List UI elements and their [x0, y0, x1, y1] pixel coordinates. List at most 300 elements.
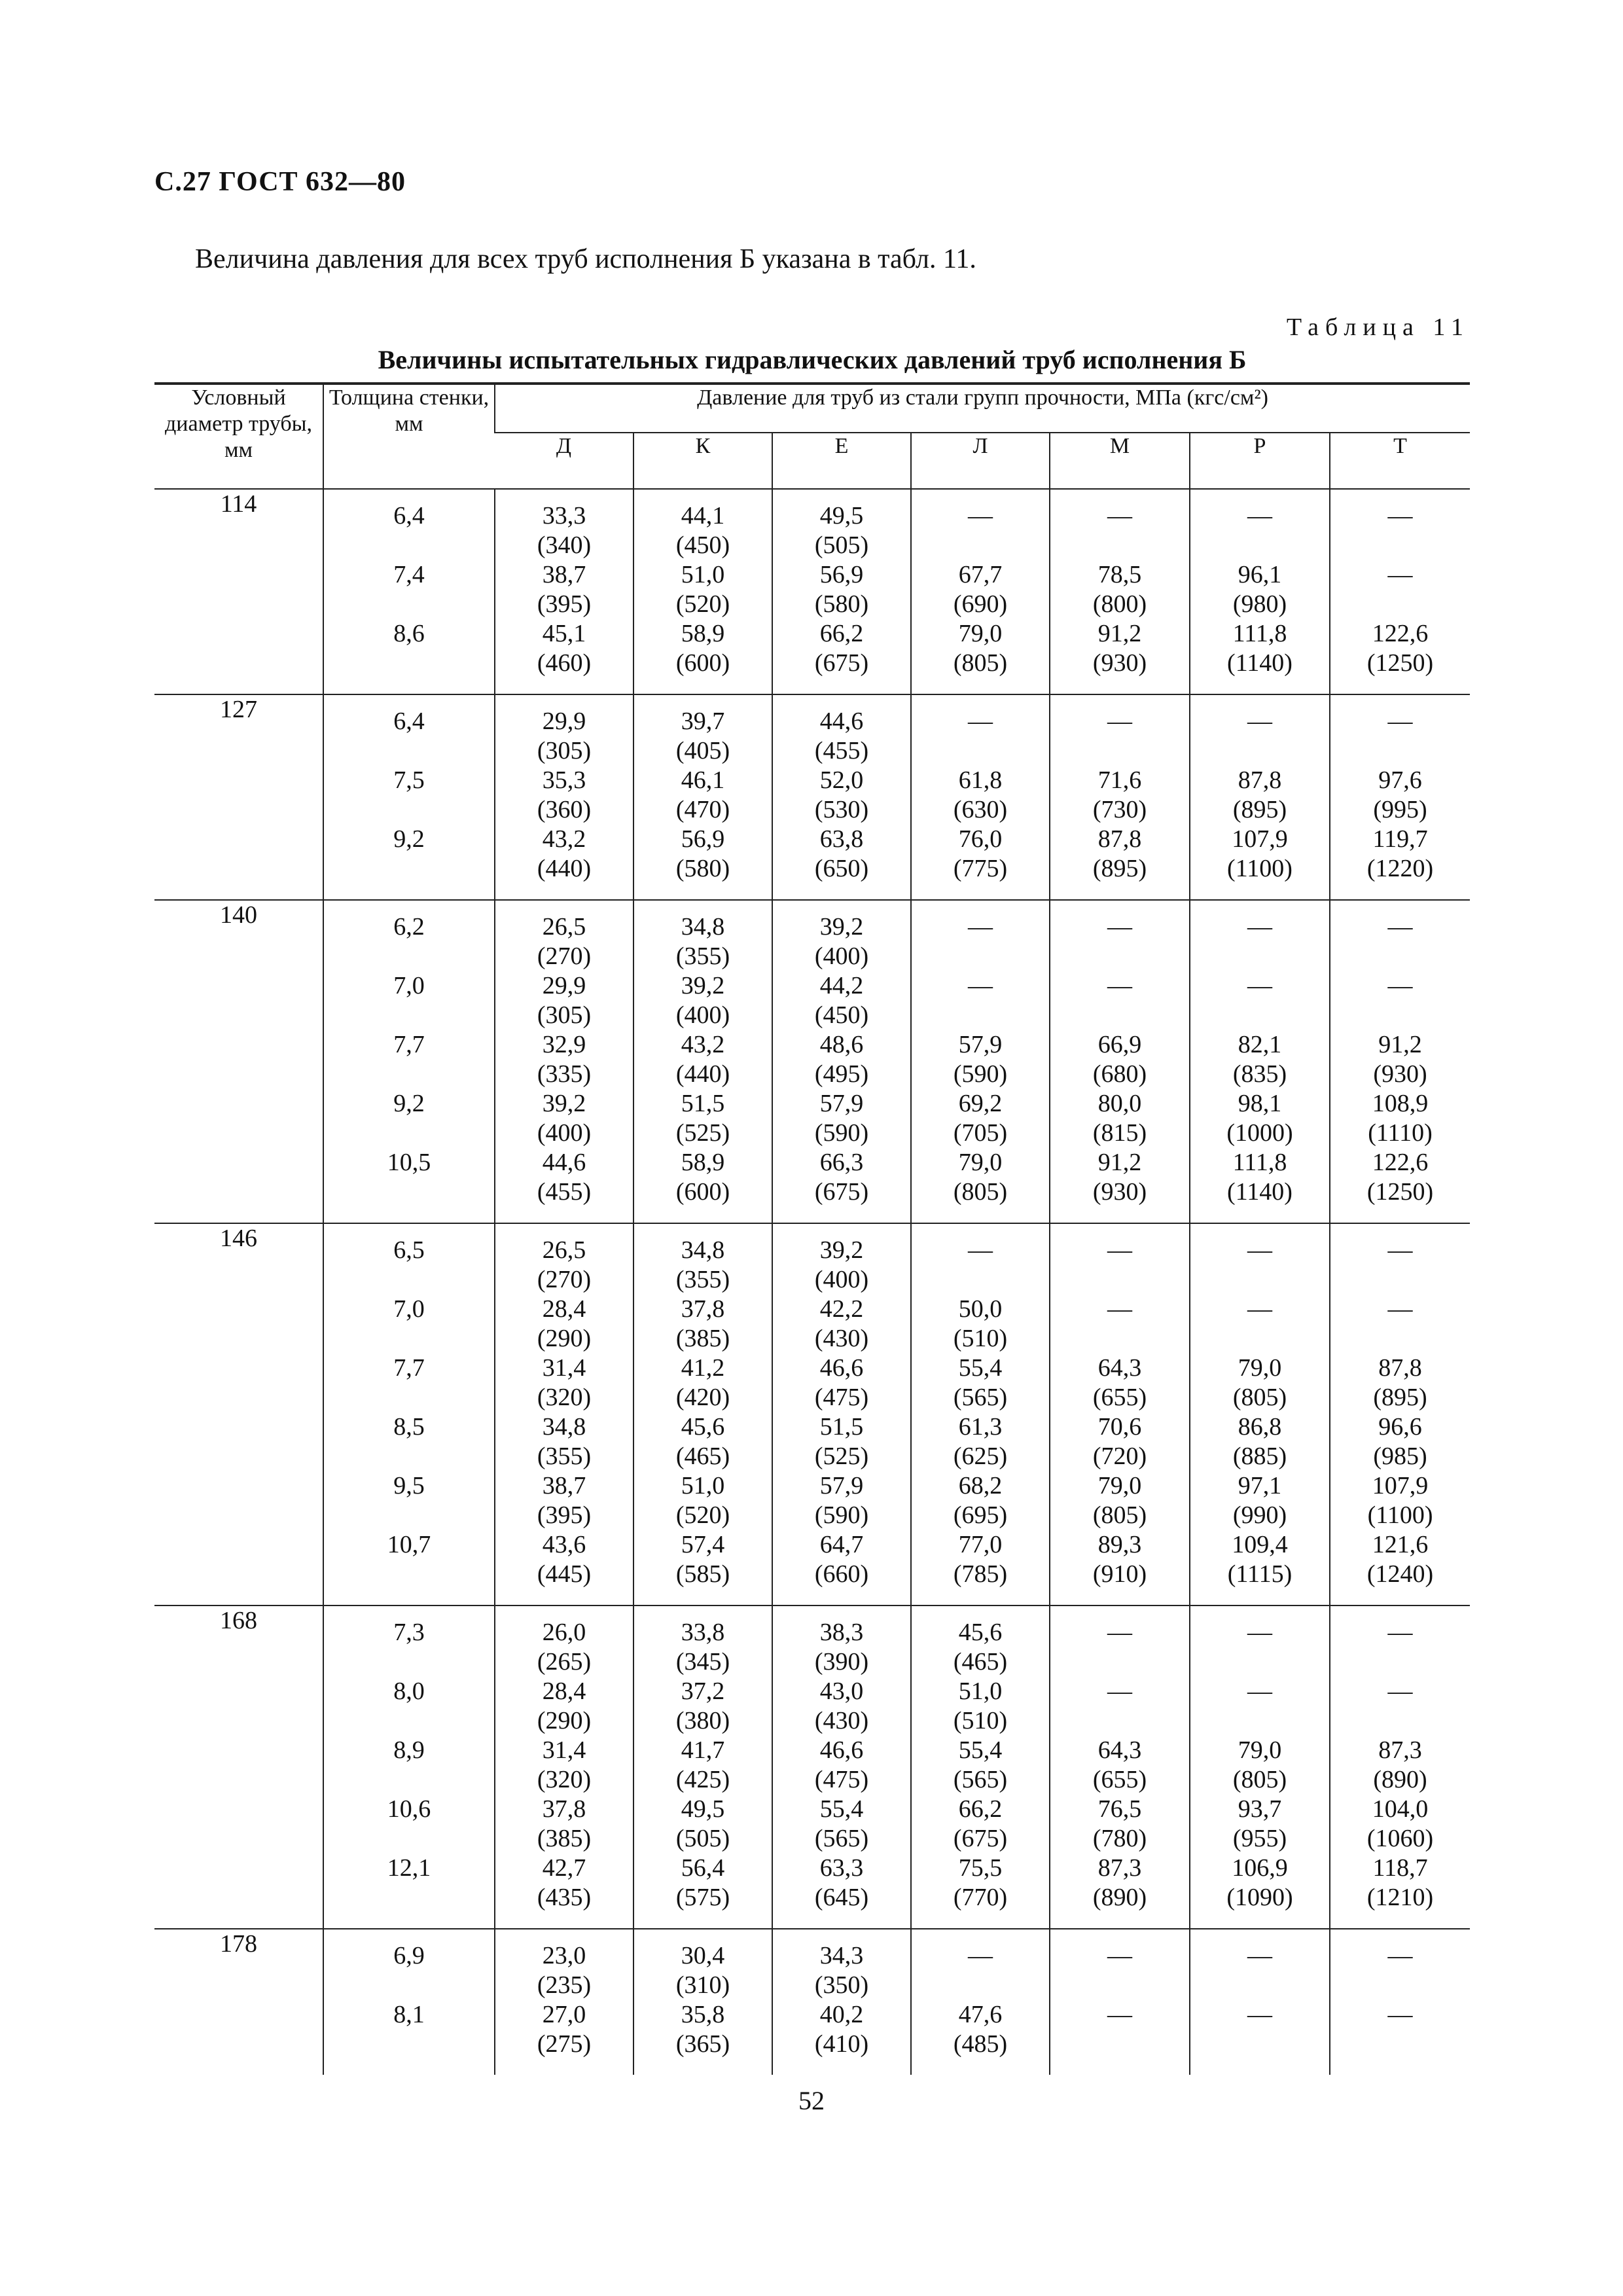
page-header: С.27 ГОСТ 632—80	[154, 167, 406, 197]
pressure-mpa: —	[1107, 708, 1132, 735]
pressure-mpa: 45,1	[542, 620, 586, 647]
pressure-kgf: (895)	[1373, 1384, 1427, 1411]
pressure-kgf	[1330, 1971, 1470, 2000]
pressure-mpa: 111,8	[1232, 1149, 1287, 1176]
pressure-cell	[1050, 694, 1190, 900]
diameter-cell: 127	[154, 694, 323, 900]
pressure-kgf: (520)	[675, 590, 730, 618]
pressure-kgf: (505)	[814, 531, 869, 559]
table-label: Таблица 11	[1286, 314, 1470, 341]
pressure-cell	[911, 900, 1050, 1223]
pressure-mpa: 80,0	[1097, 1090, 1142, 1117]
pressure-cell	[495, 694, 633, 900]
pressure-mpa: 66,9	[1097, 1031, 1142, 1058]
pressure-mpa: 107,9	[1372, 1472, 1429, 1499]
pressure-kgf: (1220)	[1366, 855, 1434, 882]
pressure-kgf: (995)	[1373, 796, 1427, 823]
pressure-kgf: (885)	[1232, 1443, 1287, 1470]
pressure-mpa: 26,5	[542, 913, 586, 941]
pressure-kgf	[1050, 942, 1189, 971]
pressure-mpa: —	[1247, 1295, 1272, 1323]
pressure-mpa: 58,9	[681, 620, 725, 647]
pressure-kgf: (980)	[1232, 590, 1287, 618]
pressure-mpa: 104,0	[1372, 1795, 1429, 1823]
pressure-kgf: (455)	[537, 1178, 592, 1206]
pressure-mpa: —	[1387, 561, 1413, 588]
pressure-mpa: 32,9	[542, 1031, 586, 1058]
pressure-mpa: 98,1	[1238, 1090, 1282, 1117]
pressure-cell	[772, 1223, 911, 1605]
pressure-mpa: 29,9	[542, 708, 586, 735]
pressure-cell	[633, 694, 772, 900]
pressure-mpa: 44,6	[819, 708, 864, 735]
diameter-cell: 140	[154, 900, 323, 1223]
pressure-cell	[1190, 489, 1330, 694]
pressure-kgf	[1190, 1001, 1329, 1030]
pressure-mpa: 51,0	[681, 561, 725, 588]
pressure-cell	[772, 694, 911, 900]
pressure-kgf	[1190, 2030, 1329, 2059]
pressure-kgf: (705)	[953, 1119, 1008, 1147]
pressure-mpa: 66,2	[819, 620, 864, 647]
pressure-mpa: 33,8	[681, 1619, 725, 1646]
pressure-kgf: (355)	[675, 1266, 730, 1293]
pressure-cell	[772, 1605, 911, 1929]
thickness-value: 6,4	[393, 708, 425, 735]
pressure-kgf: (675)	[953, 1825, 1008, 1852]
pressure-mpa: 39,7	[681, 708, 725, 735]
pressure-kgf: (650)	[814, 855, 869, 882]
pressure-kgf: (265)	[537, 1648, 592, 1676]
pressure-kgf: (580)	[675, 855, 730, 882]
thickness-value: 10,5	[387, 1149, 431, 1176]
pressure-mpa: 122,6	[1372, 620, 1429, 647]
pressure-mpa: 31,4	[542, 1736, 586, 1764]
thickness-value: 9,2	[393, 825, 425, 853]
pressure-mpa: 29,9	[542, 972, 586, 999]
pressure-mpa: 91,2	[1097, 1149, 1142, 1176]
pressure-mpa: 51,5	[681, 1090, 725, 1117]
pressure-mpa: 70,6	[1097, 1413, 1142, 1441]
table-row	[154, 489, 1470, 694]
pressure-kgf: (805)	[1232, 1766, 1287, 1793]
pressure-mpa: —	[1247, 1677, 1272, 1705]
thickness-value: 6,9	[393, 1942, 425, 1969]
pressure-mpa: —	[1247, 502, 1272, 529]
pressure-kgf: (590)	[814, 1501, 869, 1529]
pressure-kgf	[1330, 1706, 1470, 1736]
pressure-kgf: (890)	[1092, 1884, 1147, 1911]
pressure-mpa: 35,3	[542, 766, 586, 794]
thickness-cell	[323, 900, 495, 1223]
pressure-mpa: 34,8	[681, 1236, 725, 1264]
pressure-mpa: 52,0	[819, 766, 864, 794]
pressure-mpa: 76,0	[958, 825, 1003, 853]
pressure-kgf: (655)	[1092, 1384, 1147, 1411]
pressure-kgf	[1330, 590, 1470, 619]
pressure-mpa: 49,5	[819, 502, 864, 529]
pressure-mpa: 97,6	[1378, 766, 1422, 794]
pressure-mpa: —	[1247, 1942, 1272, 1969]
pressure-kgf: (720)	[1092, 1443, 1147, 1470]
pressure-kgf: (435)	[537, 1884, 592, 1911]
pressure-kgf: (400)	[675, 1001, 730, 1029]
pressure-mpa: 66,2	[958, 1795, 1003, 1823]
thickness-value: 10,6	[387, 1795, 431, 1823]
pressure-cell	[633, 900, 772, 1223]
diameter-cell: 114	[154, 489, 323, 694]
pressure-cell	[1330, 900, 1470, 1223]
pressure-mpa: 64,3	[1097, 1736, 1142, 1764]
diameter-cell: 146	[154, 1223, 323, 1605]
pressure-kgf: (355)	[675, 942, 730, 970]
pressure-kgf: (290)	[537, 1707, 592, 1734]
thickness-value: 8,0	[393, 1677, 425, 1705]
pressure-mpa: 77,0	[958, 1531, 1003, 1558]
pressure-mpa: 46,6	[819, 1736, 864, 1764]
pressure-mpa: —	[1247, 1619, 1272, 1646]
pressure-kgf: (475)	[814, 1384, 869, 1411]
pressure-mpa: —	[968, 972, 993, 999]
pressure-mpa: 87,8	[1378, 1354, 1422, 1382]
pressure-kgf: (580)	[814, 590, 869, 618]
pressure-mpa: 56,4	[681, 1854, 725, 1882]
pressure-kgf: (565)	[814, 1825, 869, 1852]
pressure-mpa: —	[1387, 708, 1413, 735]
pressure-table-wrapper	[154, 382, 1470, 2075]
table-title: Величины испытательных гидравлических давлений труб исполнения Б	[378, 345, 1247, 374]
pressure-kgf: (395)	[537, 1501, 592, 1529]
grade-header: М	[1050, 433, 1190, 489]
pressure-mpa: 37,8	[681, 1295, 725, 1323]
pressure-mpa: —	[1107, 913, 1132, 941]
grade-header: Д	[495, 433, 633, 489]
pressure-mpa: 39,2	[819, 1236, 864, 1264]
pressure-kgf	[1190, 736, 1329, 766]
pressure-kgf: (385)	[675, 1325, 730, 1352]
pressure-kgf	[1050, 736, 1189, 766]
pressure-mpa: —	[1107, 1942, 1132, 1969]
pressure-kgf: (510)	[953, 1707, 1008, 1734]
pressure-kgf: (355)	[537, 1443, 592, 1470]
pressure-mpa: —	[968, 913, 993, 941]
thickness-value: 6,4	[393, 502, 425, 529]
pressure-kgf	[1050, 531, 1189, 560]
pressure-mpa: 91,2	[1097, 620, 1142, 647]
pressure-mpa: 64,7	[819, 1531, 864, 1558]
column-header-thickness: Толщина стенки, мм	[323, 384, 495, 489]
pressure-mpa: 50,0	[958, 1295, 1003, 1323]
pressure-mpa: 45,6	[681, 1413, 725, 1441]
pressure-mpa: 64,3	[1097, 1354, 1142, 1382]
pressure-cell	[1190, 1929, 1330, 2075]
pressure-mpa: 37,8	[542, 1795, 586, 1823]
table-row	[154, 1929, 1470, 2075]
pressure-cell	[1190, 1223, 1330, 1605]
pressure-kgf: (1140)	[1227, 1178, 1293, 1206]
pressure-mpa: 41,7	[681, 1736, 725, 1764]
pressure-kgf: (590)	[814, 1119, 869, 1147]
pressure-mpa: 43,2	[681, 1031, 725, 1058]
pressure-cell	[1050, 489, 1190, 694]
pressure-kgf: (470)	[675, 796, 730, 823]
pressure-mpa: 57,9	[958, 1031, 1003, 1058]
pressure-kgf	[1050, 1647, 1189, 1677]
pressure-kgf: (440)	[537, 855, 592, 882]
pressure-mpa: —	[1247, 2001, 1272, 2028]
pressure-kgf: (420)	[675, 1384, 730, 1411]
pressure-mpa: —	[968, 502, 993, 529]
thickness-cell	[323, 694, 495, 900]
pressure-mpa: 58,9	[681, 1149, 725, 1176]
pressure-kgf: (270)	[537, 1266, 592, 1293]
pressure-kgf: (1000)	[1226, 1119, 1293, 1147]
pressure-mpa: 96,6	[1378, 1413, 1422, 1441]
pressure-kgf: (465)	[675, 1443, 730, 1470]
pressure-mpa: 121,6	[1372, 1531, 1429, 1558]
pressure-mpa: 37,2	[681, 1677, 725, 1705]
pressure-mpa: 44,6	[542, 1149, 586, 1176]
pressure-kgf: (770)	[953, 1884, 1008, 1911]
pressure-kgf: (350)	[814, 1971, 869, 1999]
pressure-cell	[495, 900, 633, 1223]
pressure-kgf: (520)	[675, 1501, 730, 1529]
pressure-kgf: (380)	[675, 1707, 730, 1734]
pressure-kgf: (335)	[537, 1060, 592, 1088]
grade-header: Т	[1330, 433, 1470, 489]
pressure-mpa: 49,5	[681, 1795, 725, 1823]
pressure-table	[154, 382, 1470, 2075]
pressure-cell	[1330, 1223, 1470, 1605]
pressure-mpa: —	[968, 1236, 993, 1264]
pressure-mpa: 87,3	[1097, 1854, 1142, 1882]
pressure-kgf	[1190, 1971, 1329, 2000]
pressure-kgf	[1330, 1265, 1470, 1295]
pressure-kgf: (1110)	[1368, 1119, 1433, 1147]
pressure-mpa: 71,6	[1097, 766, 1142, 794]
pressure-mpa: 91,2	[1378, 1031, 1422, 1058]
pressure-cell	[633, 1223, 772, 1605]
pressure-mpa: 89,3	[1097, 1531, 1142, 1558]
intro-paragraph: Величина давления для всех труб исполнения Б указана в табл. 11.	[195, 244, 976, 274]
pressure-mpa: —	[1107, 1619, 1132, 1646]
table-row	[154, 694, 1470, 900]
pressure-mpa: 34,3	[819, 1942, 864, 1969]
pressure-mpa: 38,3	[819, 1619, 864, 1646]
pressure-mpa: 82,1	[1238, 1031, 1282, 1058]
pressure-kgf: (320)	[537, 1384, 592, 1411]
table-row	[154, 1605, 1470, 1929]
pressure-kgf: (895)	[1092, 855, 1147, 882]
pressure-mpa: 47,6	[958, 2001, 1003, 2028]
pressure-mpa: 67,7	[958, 561, 1003, 588]
pressure-cell	[495, 1929, 633, 2075]
pressure-mpa: 31,4	[542, 1354, 586, 1382]
pressure-mpa: 40,2	[819, 2001, 864, 2028]
pressure-mpa: 23,0	[542, 1942, 586, 1969]
thickness-value: 12,1	[387, 1854, 431, 1882]
pressure-mpa: 57,9	[819, 1090, 864, 1117]
pressure-kgf: (410)	[814, 2030, 869, 2058]
thickness-value: 7,3	[393, 1619, 425, 1646]
pressure-mpa: —	[1387, 1942, 1413, 1969]
pressure-kgf: (590)	[953, 1060, 1008, 1088]
pressure-mpa: 45,6	[958, 1619, 1003, 1646]
thickness-value: 9,2	[393, 1090, 425, 1117]
pressure-cell	[1330, 694, 1470, 900]
pressure-kgf: (475)	[814, 1766, 869, 1793]
pressure-kgf: (385)	[537, 1825, 592, 1852]
pressure-mpa: 56,9	[819, 561, 864, 588]
thickness-value: 7,4	[393, 561, 425, 588]
pressure-kgf	[912, 531, 1049, 560]
pressure-mpa: —	[1387, 2001, 1413, 2028]
pressure-cell	[1050, 900, 1190, 1223]
pressure-mpa: 87,8	[1238, 766, 1282, 794]
thickness-cell	[323, 489, 495, 694]
pressure-cell	[495, 1605, 633, 1929]
pressure-mpa: —	[1247, 913, 1272, 941]
pressure-mpa: 43,2	[542, 825, 586, 853]
pressure-mpa: 39,2	[681, 972, 725, 999]
pressure-mpa: 43,6	[542, 1531, 586, 1558]
table-row	[154, 900, 1470, 1223]
pressure-kgf: (815)	[1092, 1119, 1147, 1147]
grade-header: Р	[1190, 433, 1330, 489]
pressure-kgf: (625)	[953, 1443, 1008, 1470]
pressure-kgf: (365)	[675, 2030, 730, 2058]
pressure-kgf: (270)	[537, 942, 592, 970]
pressure-mpa: 39,2	[542, 1090, 586, 1117]
pressure-kgf: (1115)	[1227, 1560, 1293, 1588]
pressure-mpa: 46,1	[681, 766, 725, 794]
pressure-kgf: (460)	[537, 649, 592, 677]
pressure-kgf: (290)	[537, 1325, 592, 1352]
pressure-kgf: (310)	[675, 1971, 730, 1999]
pressure-kgf	[1190, 531, 1329, 560]
pressure-kgf	[1330, 2030, 1470, 2059]
pressure-mpa: 28,4	[542, 1295, 586, 1323]
pressure-kgf: (505)	[675, 1825, 730, 1852]
pressure-kgf: (565)	[953, 1384, 1008, 1411]
pressure-kgf: (805)	[953, 1178, 1008, 1206]
pressure-cell	[1190, 1605, 1330, 1929]
pressure-kgf	[1190, 1647, 1329, 1677]
pressure-kgf	[1190, 1265, 1329, 1295]
pressure-kgf	[1330, 942, 1470, 971]
pressure-cell	[1190, 900, 1330, 1223]
pressure-mpa: 87,8	[1097, 825, 1142, 853]
pressure-mpa: —	[1247, 1236, 1272, 1264]
pressure-mpa: —	[1107, 1236, 1132, 1264]
pressure-kgf	[1050, 1971, 1189, 2000]
thickness-cell	[323, 1929, 495, 2075]
pressure-mpa: —	[1247, 708, 1272, 735]
pressure-kgf: (1090)	[1226, 1884, 1293, 1911]
thickness-value: 6,2	[393, 913, 425, 941]
pressure-mpa: 44,2	[819, 972, 864, 999]
diameter-cell: 168	[154, 1605, 323, 1929]
pressure-kgf	[912, 1265, 1049, 1295]
pressure-mpa: —	[1387, 972, 1413, 999]
pressure-mpa: 111,8	[1232, 620, 1287, 647]
grade-header: Л	[911, 433, 1050, 489]
pressure-kgf: (405)	[675, 737, 730, 764]
thickness-value: 7,5	[393, 766, 425, 794]
pressure-mpa: —	[1387, 1295, 1413, 1323]
pressure-cell	[495, 489, 633, 694]
pressure-kgf: (400)	[814, 1266, 869, 1293]
pressure-kgf: (775)	[953, 855, 1008, 882]
pressure-kgf: (895)	[1232, 796, 1287, 823]
pressure-kgf: (530)	[814, 796, 869, 823]
pressure-mpa: 51,0	[681, 1472, 725, 1499]
pressure-mpa: 78,5	[1097, 561, 1142, 588]
pressure-kgf: (990)	[1232, 1501, 1287, 1529]
thickness-value: 6,5	[393, 1236, 425, 1264]
pressure-kgf: (585)	[675, 1560, 730, 1588]
pressure-cell	[911, 489, 1050, 694]
pressure-mpa: —	[1387, 1619, 1413, 1646]
pressure-mpa: 46,6	[819, 1354, 864, 1382]
pressure-cell	[772, 489, 911, 694]
pressure-kgf: (425)	[675, 1766, 730, 1793]
pressure-cell	[911, 1605, 1050, 1929]
pressure-kgf: (930)	[1092, 649, 1147, 677]
pressure-kgf: (1250)	[1366, 649, 1434, 677]
pressure-cell	[633, 1605, 772, 1929]
pressure-kgf: (730)	[1092, 796, 1147, 823]
pressure-kgf	[1330, 1647, 1470, 1677]
pressure-kgf: (340)	[537, 531, 592, 559]
pressure-mpa: 57,9	[819, 1472, 864, 1499]
pressure-mpa: 66,3	[819, 1149, 864, 1176]
pressure-kgf: (910)	[1092, 1560, 1147, 1588]
pressure-kgf: (955)	[1232, 1825, 1287, 1852]
pressure-kgf	[1050, 1265, 1189, 1295]
pressure-kgf: (305)	[537, 737, 592, 764]
pressure-kgf: (780)	[1092, 1825, 1147, 1852]
pressure-mpa: 51,5	[819, 1413, 864, 1441]
pressure-mpa: 109,4	[1232, 1531, 1288, 1558]
pressure-cell	[772, 1929, 911, 2075]
pressure-kgf: (695)	[953, 1501, 1008, 1529]
pressure-kgf: (455)	[814, 737, 869, 764]
pressure-mpa: 56,9	[681, 825, 725, 853]
pressure-kgf	[1190, 942, 1329, 971]
thickness-cell	[323, 1223, 495, 1605]
pressure-mpa: 34,8	[681, 913, 725, 941]
pressure-kgf: (360)	[537, 796, 592, 823]
pressure-mpa: 33,3	[542, 502, 586, 529]
pressure-kgf: (430)	[814, 1707, 869, 1734]
pressure-mpa: 27,0	[542, 2001, 586, 2028]
pressure-kgf	[1330, 531, 1470, 560]
thickness-value: 8,1	[393, 2001, 425, 2028]
pressure-mpa: 79,0	[958, 1149, 1003, 1176]
pressure-kgf: (1140)	[1227, 649, 1293, 677]
pressure-mpa: 42,2	[819, 1295, 864, 1323]
thickness-value: 7,7	[393, 1031, 425, 1058]
pressure-kgf: (575)	[675, 1884, 730, 1911]
pressure-kgf: (1210)	[1366, 1884, 1434, 1911]
pressure-kgf	[912, 942, 1049, 971]
pressure-kgf: (1240)	[1366, 1560, 1434, 1588]
pressure-mpa: 97,1	[1238, 1472, 1282, 1499]
pressure-kgf: (235)	[537, 1971, 592, 1999]
pressure-cell	[1330, 1605, 1470, 1929]
pressure-mpa: 61,3	[958, 1413, 1003, 1441]
